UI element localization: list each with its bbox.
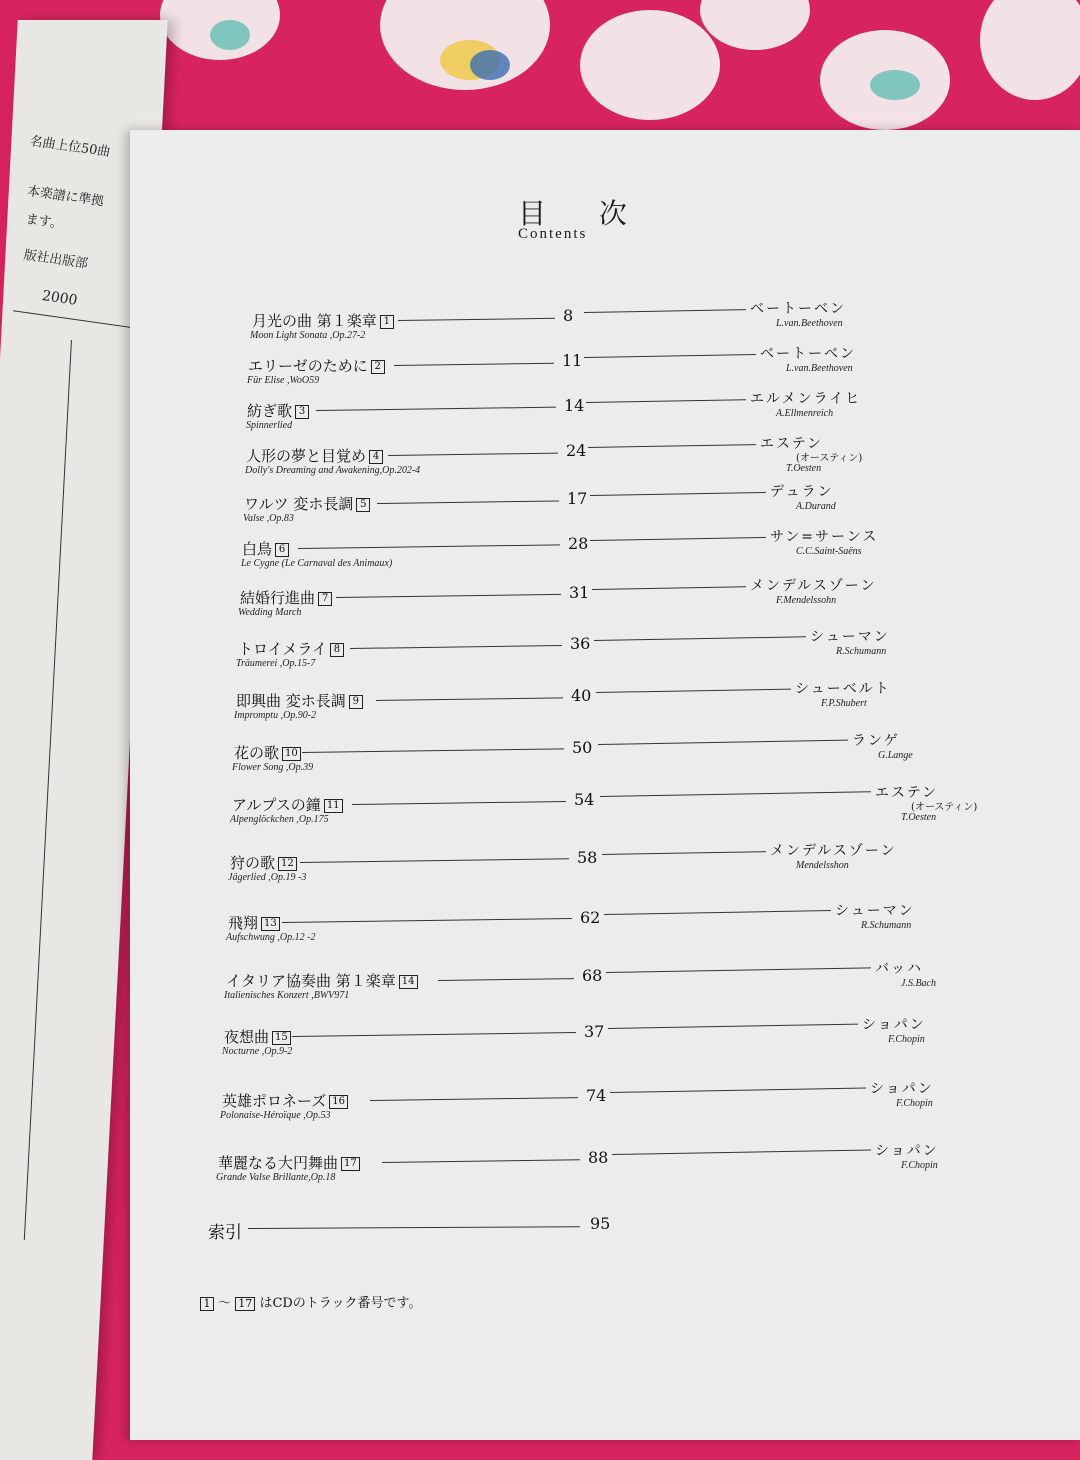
entry-title-text: 英雄ポロネーズ — [222, 1092, 327, 1110]
entry-title-text: 結婚行進曲 — [240, 589, 316, 607]
entry-title-text: 白鳥 — [242, 540, 273, 558]
entry-title-text: 花の歌 — [234, 744, 280, 762]
entry-composer: ランゲ — [852, 733, 900, 749]
entry-subtitle: Grande Valse Brillante,Op.18 — [216, 1172, 336, 1183]
leader-line — [598, 740, 848, 745]
entry-page-number: 68 — [582, 966, 603, 985]
entry-title — [246, 445, 383, 466]
leader-line — [590, 537, 766, 541]
entry-page-number: 14 — [564, 396, 585, 415]
leader-line — [376, 697, 563, 701]
entry-composer: メンデルスゾーン — [750, 578, 877, 594]
track-box: 15 — [272, 1031, 291, 1045]
entry-page-number: 31 — [569, 583, 590, 602]
left-page-line: 本楽譜に準拠 — [25, 183, 106, 210]
entry-title — [236, 690, 363, 711]
entry-composer: シューマン — [835, 903, 915, 919]
track-box: 4 — [369, 450, 383, 464]
index-title: 索引 — [208, 1223, 242, 1243]
page-subtitle: Contents — [518, 226, 588, 242]
entry-title — [234, 742, 301, 763]
entry-title-text: エリーゼのために — [248, 357, 368, 375]
entry-subtitle: Flower Song ,Op.39 — [232, 762, 314, 773]
entry-page-number: 62 — [580, 908, 601, 927]
entry-composer: ベートーベン — [760, 346, 856, 362]
entry-subtitle: Italienisches Konzert ,BWV971 — [224, 990, 350, 1001]
track-box: 11 — [324, 799, 343, 813]
track-box: 9 — [349, 695, 363, 709]
entry-subtitle: Für Elise ,WoO59 — [247, 375, 320, 386]
entry-page-number: 40 — [571, 686, 592, 705]
left-page-line: 名曲上位50曲 — [28, 133, 112, 161]
entry-title-text: 紡ぎ歌 — [247, 402, 293, 420]
leader-line — [612, 1149, 871, 1155]
left-page-line: 版社出版部 — [22, 247, 90, 272]
entry-title — [252, 310, 394, 331]
entry-title — [238, 638, 344, 659]
entry-title — [218, 1152, 360, 1173]
entry-title — [228, 912, 280, 933]
entry-title — [230, 852, 297, 873]
leader-line — [302, 748, 564, 753]
entry-title-text: 人形の夢と目覚め — [246, 447, 367, 465]
leader-line — [602, 851, 766, 855]
leader-line — [298, 544, 560, 549]
track-box: 3 — [295, 405, 309, 419]
left-page-line: ます。 — [24, 211, 65, 233]
entry-title — [247, 400, 309, 421]
leader-line — [438, 978, 574, 981]
entry-composer: シューマン — [810, 629, 890, 645]
left-page-table-line — [24, 340, 72, 1240]
entry-title — [224, 1026, 291, 1047]
leader-line — [398, 318, 555, 321]
entry-subtitle: Dolly's Dreaming and Awakening,Op.202-4 — [245, 465, 421, 476]
track-box: 12 — [278, 857, 297, 871]
entry-title-text: 華麗なる大円舞曲 — [218, 1154, 339, 1172]
footnote-tilde: 〜 — [218, 1296, 232, 1311]
leader-line — [394, 363, 554, 366]
entry-title-text: アルプスの鐘 — [232, 796, 321, 814]
entry-subtitle: Träumerei ,Op.15-7 — [236, 658, 316, 669]
leader-line — [370, 1097, 578, 1101]
track-box: 17 — [341, 1157, 360, 1171]
entry-composer-latin: T.Oesten — [786, 463, 822, 474]
entry-composer-latin: Mendelsshon — [796, 860, 849, 871]
entry-composer: ベートーベン — [750, 301, 846, 317]
index-leader-line — [248, 1226, 580, 1229]
entry-composer: ショパン — [875, 1143, 939, 1159]
entry-composer-latin: F.Mendelssohn — [776, 595, 837, 606]
leader-line — [592, 586, 746, 590]
left-page-year: 2000 — [40, 288, 79, 309]
entry-page-number: 24 — [566, 441, 587, 460]
leader-line — [316, 407, 556, 411]
entry-composer: メンデルスゾーン — [770, 843, 897, 859]
entry-composer-latin: G.Lange — [878, 750, 913, 761]
contents-page — [130, 130, 1080, 1440]
track-box: 8 — [330, 643, 344, 657]
entry-page-number: 17 — [567, 489, 588, 508]
entry-composer-latin: A.Durand — [796, 501, 836, 512]
entry-composer-latin: F.Chopin — [901, 1160, 938, 1171]
entry-composer-latin: J.S.Bach — [901, 978, 936, 989]
entry-title — [244, 493, 370, 514]
entry-subtitle: Nocturne ,Op.9-2 — [222, 1046, 293, 1057]
entry-title-text: 狩の歌 — [230, 854, 276, 872]
track-box: 17 — [235, 1297, 255, 1311]
entry-title-text: 夜想曲 — [224, 1028, 270, 1046]
entry-composer-note: (オースティン) — [796, 453, 863, 464]
track-box: 6 — [275, 543, 289, 557]
entry-composer: ショパン — [870, 1081, 934, 1097]
leader-line — [282, 918, 572, 923]
footnote-text: はCDのトラック番号です。 — [259, 1296, 422, 1311]
entry-subtitle: Jägerlied ,Op.19 -3 — [228, 872, 307, 883]
leader-line — [350, 645, 562, 649]
entry-page-number: 74 — [586, 1086, 607, 1105]
entry-composer: サン=サーンス — [770, 529, 879, 545]
entry-title — [240, 587, 332, 608]
entry-title — [232, 794, 343, 815]
entry-composer-latin: L.van.Beethoven — [776, 318, 843, 329]
leader-line — [300, 858, 569, 863]
entry-page-number: 54 — [574, 790, 595, 809]
leader-line — [377, 500, 559, 504]
track-box: 14 — [399, 975, 418, 989]
leader-line — [584, 309, 746, 313]
track-box: 10 — [282, 747, 301, 761]
leader-line — [382, 1159, 580, 1163]
entry-page-number: 36 — [570, 634, 591, 653]
leader-line — [590, 492, 766, 496]
track-box: 1 — [200, 1297, 214, 1311]
entry-subtitle: Spinnerlied — [246, 420, 293, 431]
entry-subtitle: Wedding March — [238, 607, 302, 618]
entry-subtitle: Le Cygne (Le Carnaval des Animaux) — [241, 558, 393, 569]
entry-page-number: 8 — [563, 306, 574, 325]
entry-subtitle: Impromptu ,Op.90-2 — [234, 710, 317, 721]
entry-subtitle: Valse ,Op.83 — [243, 513, 294, 524]
leader-line — [606, 967, 871, 973]
leader-line — [336, 594, 561, 598]
leader-line — [352, 801, 566, 805]
footnote — [200, 1292, 422, 1311]
entry-composer-latin: F.Chopin — [888, 1034, 925, 1045]
entry-composer-latin: R.Schumann — [836, 646, 887, 657]
entry-composer: エステン — [875, 785, 939, 801]
entry-title-text: 即興曲 変ホ長調 — [236, 692, 346, 710]
track-box: 5 — [356, 498, 370, 512]
entry-title — [226, 970, 418, 991]
index-page-number: 95 — [590, 1214, 611, 1233]
entry-subtitle: Polonaise-Héroïque ,Op.53 — [220, 1110, 331, 1121]
entry-title-text: ワルツ 変ホ長調 — [244, 495, 354, 513]
entry-composer-latin: C.C.Saint-Saëns — [796, 546, 862, 557]
entry-composer: デュラン — [770, 484, 834, 500]
entry-subtitle: Moon Light Sonata ,Op.27-2 — [250, 330, 366, 341]
leader-line — [596, 689, 791, 693]
leader-line — [594, 636, 806, 641]
entry-composer: バッハ — [875, 961, 923, 977]
entry-composer-latin: F.P.Shubert — [821, 698, 867, 709]
entry-composer-latin: R.Schumann — [861, 920, 912, 931]
leader-line — [586, 399, 746, 403]
entry-title-text: イタリア協奏曲 第１楽章 — [226, 972, 396, 990]
entry-subtitle: Aufschwung ,Op.12 -2 — [226, 932, 316, 943]
track-box: 2 — [371, 360, 385, 374]
leader-line — [600, 791, 871, 797]
entry-composer: エステン — [760, 436, 824, 452]
track-box: 16 — [329, 1095, 348, 1109]
entry-composer-latin: L.van.Beethoven — [786, 363, 853, 374]
page-title: 目 次 — [518, 197, 649, 230]
entry-title-text: 飛翔 — [228, 914, 259, 932]
entry-title — [248, 355, 385, 376]
leader-line — [610, 1088, 866, 1093]
entry-composer-note: (オースティン) — [911, 802, 978, 813]
entry-subtitle: Alpenglöckchen ,Op.175 — [230, 814, 329, 825]
leader-line — [388, 453, 558, 456]
entry-composer: ショパン — [862, 1017, 926, 1033]
entry-composer-latin: A.Ellmenreich — [776, 408, 834, 419]
entry-composer-latin: F.Chopin — [896, 1098, 933, 1109]
entry-page-number: 37 — [584, 1022, 605, 1041]
leader-line — [604, 910, 831, 915]
entry-page-number: 50 — [572, 738, 593, 757]
entry-title-text: トロイメライ — [238, 640, 327, 658]
track-box: 7 — [318, 592, 332, 606]
entry-title-text: 月光の曲 第１楽章 — [252, 312, 377, 330]
entry-title — [242, 538, 289, 559]
entry-composer: エルメンライヒ — [750, 391, 862, 407]
leader-line — [584, 354, 756, 358]
entry-composer: シューベルト — [795, 681, 891, 697]
entry-composer-latin: T.Oesten — [901, 812, 937, 823]
leader-line — [608, 1024, 858, 1029]
entry-title — [222, 1090, 348, 1111]
track-box: 13 — [261, 917, 280, 931]
entry-page-number: 11 — [562, 351, 583, 370]
track-box: 1 — [380, 315, 394, 329]
leader-line — [588, 444, 756, 448]
entry-page-number: 58 — [577, 848, 598, 867]
entry-page-number: 28 — [568, 534, 589, 553]
entry-page-number: 88 — [588, 1148, 609, 1167]
leader-line — [292, 1032, 576, 1037]
